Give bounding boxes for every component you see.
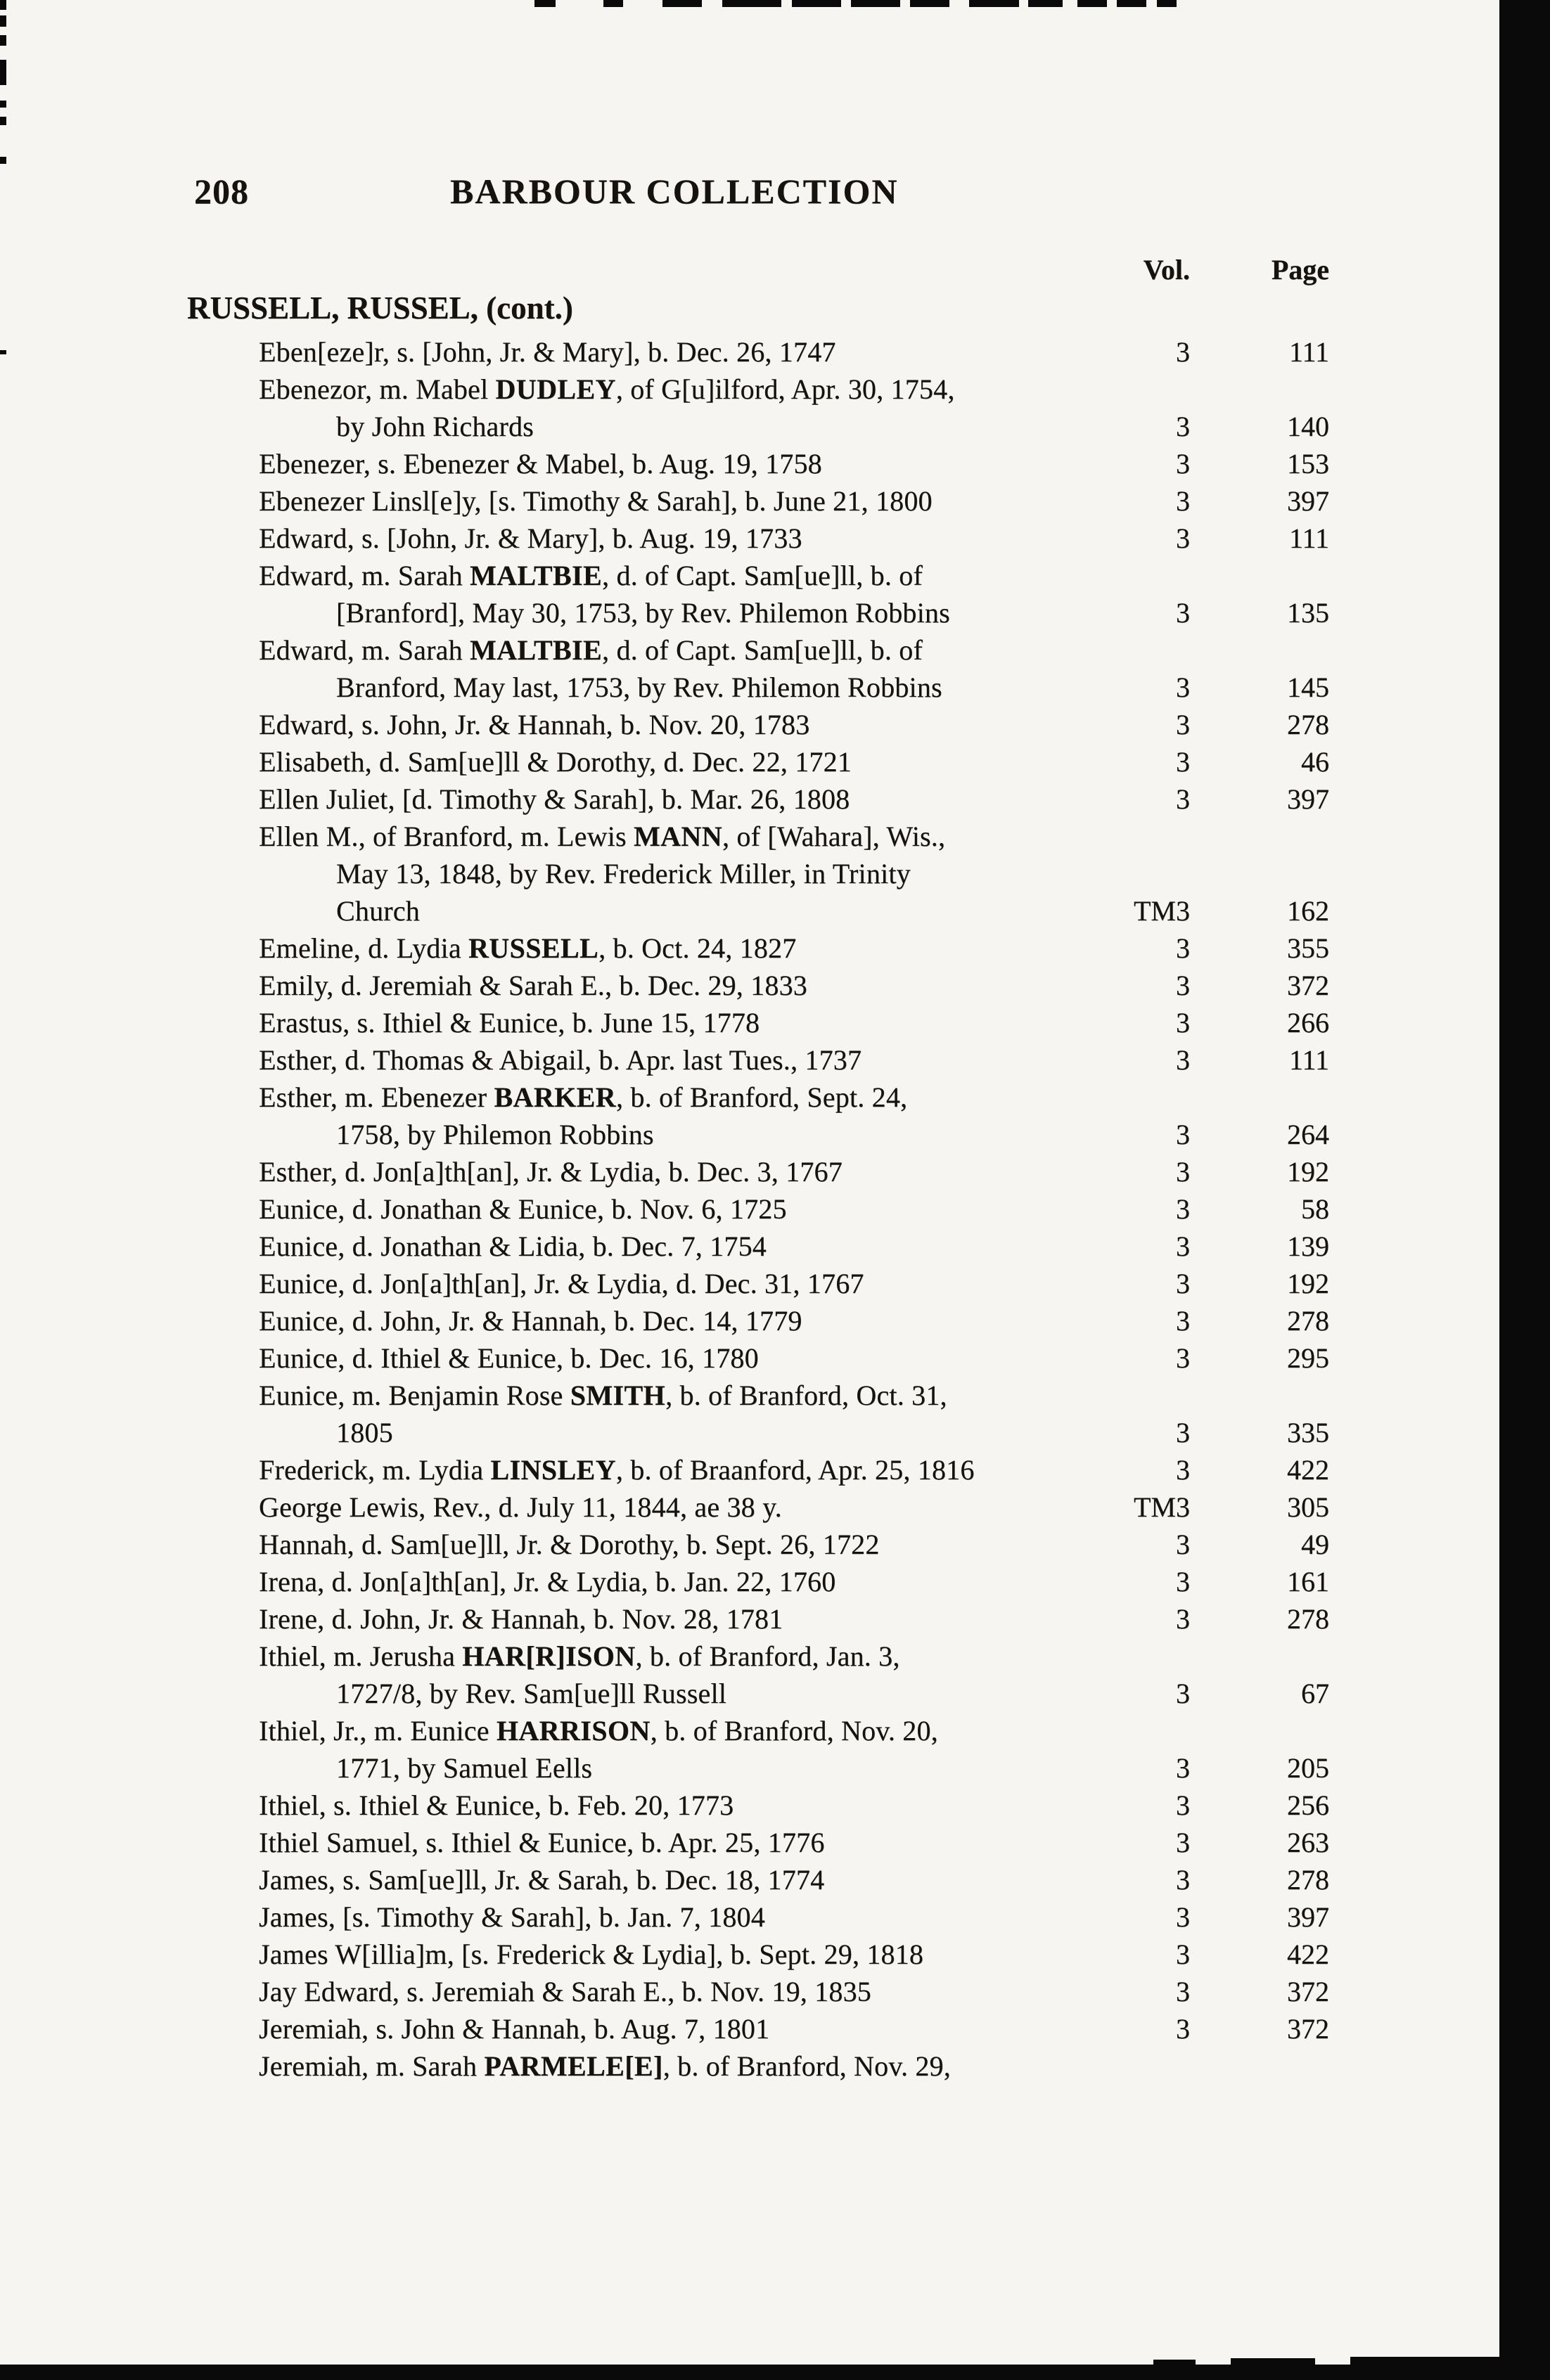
entry-text: Eunice, d. Jonathan & Lidia, b. Dec. 7, 1754 [259, 1230, 767, 1262]
scan-artifact-top-dash [603, 0, 623, 7]
entry-text: Ellen Juliet, [d. Timothy & Sarah], b. Mar. 26, 1808 [259, 783, 850, 815]
column-header-page: Page [1271, 254, 1329, 285]
entry-page: 422 [1287, 1454, 1329, 1486]
scan-artifact-bottom-dash [1350, 2357, 1550, 2365]
entry-text: Esther, d. Jon[a]th[an], Jr. & Lydia, b. Dec. 3, 1767 [259, 1156, 843, 1188]
scan-artifact-top-dash [969, 0, 1019, 7]
scan-artifact-left-tick [0, 157, 6, 164]
entry-vol: 3 [1176, 1789, 1190, 1821]
entry-line [0, 1004, 1550, 1041]
entry-vol: 3 [1176, 783, 1190, 815]
entry-text: Ithiel Samuel, s. Ithiel & Eunice, b. Apr. 25, 1776 [259, 1827, 825, 1858]
page-title: BARBOUR COLLECTION [450, 172, 899, 211]
entry-page: 153 [1287, 448, 1329, 480]
entry-text: [Branford], May 30, 1753, by Rev. Philemon Robbins [336, 597, 950, 629]
entry-text: Ithiel, Jr., m. Eunice HARRISON, b. of Branford, Nov. 20, [259, 1715, 938, 1747]
entry-text: James, s. Sam[ue]ll, Jr. & Sarah, b. Dec. 18, 1774 [259, 1864, 825, 1896]
entry-page: 192 [1287, 1156, 1329, 1188]
entry-text: Eunice, d. Ithiel & Eunice, b. Dec. 16, 1780 [259, 1342, 759, 1374]
entry-text: Edward, s. John, Jr. & Hannah, b. Nov. 20, 1783 [259, 709, 810, 740]
entry-text: by John Richards [336, 411, 534, 442]
scan-artifact-top-dash [851, 0, 900, 7]
entry-text: 1758, by Philemon Robbins [336, 1119, 654, 1150]
entry-vol: 3 [1176, 1827, 1190, 1858]
surname-section-heading: RUSSELL, RUSSEL, (cont.) [187, 290, 573, 326]
entry-text: Branford, May last, 1753, by Rev. Philemon Robbins [336, 671, 942, 703]
entry-text: Eben[eze]r, s. [John, Jr. & Mary], b. Dec. 26, 1747 [259, 336, 836, 368]
entry-vol: 3 [1176, 336, 1190, 368]
entry-page: 372 [1287, 2013, 1329, 2045]
scan-artifact-bottom-dash [1153, 2360, 1196, 2365]
entry-vol: TM3 [1134, 895, 1190, 927]
entry-page: 372 [1287, 1976, 1329, 2007]
entry-text: Ithiel, s. Ithiel & Eunice, b. Feb. 20, 1773 [259, 1789, 734, 1821]
entry-line [0, 1898, 1550, 1936]
entry-page: 162 [1287, 895, 1329, 927]
entry-text: Irena, d. Jon[a]th[an], Jr. & Lydia, b. Jan. 22, 1760 [259, 1566, 836, 1597]
entry-text: George Lewis, Rev., d. July 11, 1844, ae 38 y. [259, 1491, 782, 1523]
entry-page: 67 [1301, 1678, 1329, 1709]
entry-vol: 3 [1176, 1230, 1190, 1262]
entry-page: 111 [1288, 522, 1329, 554]
entry-vol: 3 [1176, 1454, 1190, 1486]
entry-page: 111 [1288, 336, 1329, 368]
entry-line [0, 2047, 1550, 2085]
entry-line [0, 1787, 1550, 1824]
entry-page: 278 [1287, 709, 1329, 740]
entry-page: 161 [1287, 1566, 1329, 1597]
entry-text: Irene, d. John, Jr. & Hannah, b. Nov. 28, 1781 [259, 1603, 783, 1635]
entry-line [0, 1451, 1550, 1488]
entry-line [0, 1563, 1550, 1600]
entry-line [0, 1265, 1550, 1302]
scan-artifact-top-dash [534, 0, 556, 7]
entry-page: 397 [1287, 783, 1329, 815]
entry-vol: 3 [1176, 1119, 1190, 1150]
scan-artifact-top-dash [792, 0, 841, 7]
entry-vol: 3 [1176, 970, 1190, 1001]
entry-page: 145 [1287, 671, 1329, 703]
entry-list [0, 333, 1550, 2085]
entry-page: 422 [1287, 1938, 1329, 1970]
entry-page: 111 [1288, 1044, 1329, 1076]
entry-text: Eunice, d. John, Jr. & Hannah, b. Dec. 14, 1779 [259, 1305, 802, 1337]
entry-line [0, 706, 1550, 743]
entry-text: Ellen M., of Branford, m. Lewis MANN, of [Wahara], Wis., [259, 821, 946, 852]
entry-text: Frederick, m. Lydia LINSLEY, b. of Braanford, Apr. 25, 1816 [259, 1454, 975, 1486]
entry-line [0, 892, 1550, 930]
entry-page: 397 [1287, 1901, 1329, 1933]
entry-vol: 3 [1176, 522, 1190, 554]
scan-artifact-top-dash [722, 0, 781, 7]
entry-text: 1805 [336, 1417, 393, 1448]
entry-line [0, 1749, 1550, 1787]
entry-vol: 3 [1176, 448, 1190, 480]
entry-vol: 3 [1176, 1007, 1190, 1038]
entry-line [0, 1712, 1550, 1749]
entry-line [0, 1116, 1550, 1153]
entry-text: Jay Edward, s. Jeremiah & Sarah E., b. Nov. 19, 1835 [259, 1976, 871, 2007]
scan-artifact-bottom-bar [0, 2365, 1550, 2380]
entry-vol: 3 [1176, 1976, 1190, 2007]
entry-text: Esther, d. Thomas & Abigail, b. Apr. last Tues., 1737 [259, 1044, 862, 1076]
entry-text: Eunice, d. Jon[a]th[an], Jr. & Lydia, d. Dec. 31, 1767 [259, 1268, 864, 1299]
entry-line [0, 1488, 1550, 1526]
entry-vol: 3 [1176, 671, 1190, 703]
entry-vol: 3 [1176, 597, 1190, 629]
entry-line [0, 1339, 1550, 1377]
entry-text: Edward, s. [John, Jr. & Mary], b. Aug. 19, 1733 [259, 522, 802, 554]
entry-page: 266 [1287, 1007, 1329, 1038]
entry-page: 140 [1287, 411, 1329, 442]
entry-vol: 3 [1176, 1864, 1190, 1896]
entry-line [0, 743, 1550, 780]
entry-text: Emeline, d. Lydia RUSSELL, b. Oct. 24, 1827 [259, 932, 797, 964]
entry-vol: 3 [1176, 411, 1190, 442]
entry-text: Ebenezer Linsl[e]y, [s. Timothy & Sarah], b. June 21, 1800 [259, 485, 933, 517]
entry-text: Edward, m. Sarah MALTBIE, d. of Capt. Sam[ue]ll, b. of [259, 634, 923, 666]
entry-line [0, 1824, 1550, 1861]
entry-text: Esther, m. Ebenezer BARKER, b. of Branford, Sept. 24, [259, 1081, 908, 1113]
entry-vol: 3 [1176, 1566, 1190, 1597]
entry-page: 372 [1287, 970, 1329, 1001]
entry-text: Hannah, d. Sam[ue]ll, Jr. & Dorothy, b. Sept. 26, 1722 [259, 1529, 880, 1560]
entry-page: 139 [1287, 1230, 1329, 1262]
entry-text: Church [336, 895, 420, 927]
entry-text: 1727/8, by Rev. Sam[ue]ll Russell [336, 1678, 727, 1709]
entry-text: Eunice, m. Benjamin Rose SMITH, b. of Branford, Oct. 31, [259, 1379, 947, 1411]
entry-text: Elisabeth, d. Sam[ue]ll & Dorothy, d. Dec. 22, 1721 [259, 746, 852, 778]
entry-page: 192 [1287, 1268, 1329, 1299]
entry-page: 335 [1287, 1417, 1329, 1448]
scan-artifact-bottom-dash [1231, 2358, 1315, 2365]
entry-text: James, [s. Timothy & Sarah], b. Jan. 7, 1804 [259, 1901, 765, 1933]
scan-artifact-top-dash [1117, 0, 1146, 7]
entry-vol: 3 [1176, 1752, 1190, 1784]
entry-line [0, 445, 1550, 482]
entry-line [0, 1414, 1550, 1451]
entry-text: Emily, d. Jeremiah & Sarah E., b. Dec. 29, 1833 [259, 970, 807, 1001]
entry-line [0, 1153, 1550, 1190]
scan-artifact-top-dash [1077, 0, 1107, 7]
entry-line [0, 520, 1550, 557]
entry-page: 355 [1287, 932, 1329, 964]
entry-line [0, 1041, 1550, 1079]
entry-line [0, 1190, 1550, 1228]
entry-vol: 3 [1176, 1529, 1190, 1560]
scan-artifact-top-dash [1157, 0, 1177, 7]
entry-vol: 3 [1176, 1603, 1190, 1635]
entry-line [0, 2010, 1550, 2047]
entry-vol: 3 [1176, 932, 1190, 964]
entry-vol: 3 [1176, 1156, 1190, 1188]
column-header-vol: Vol. [1143, 254, 1190, 285]
entry-page: 278 [1287, 1864, 1329, 1896]
entry-line [0, 1675, 1550, 1712]
entry-vol: 3 [1176, 709, 1190, 740]
scan-artifact-top-dash [1028, 0, 1063, 7]
entry-line [0, 408, 1550, 445]
entry-text: Edward, m. Sarah MALTBIE, d. of Capt. Sam[ue]ll, b. of [259, 560, 923, 591]
entry-text: Ebenezer, s. Ebenezer & Mabel, b. Aug. 19, 1758 [259, 448, 822, 480]
entry-line [0, 1377, 1550, 1414]
entry-line [0, 557, 1550, 594]
entry-line [0, 1228, 1550, 1265]
entry-line [0, 1526, 1550, 1563]
entry-vol: 3 [1176, 1901, 1190, 1933]
scan-artifact-left-tick [0, 101, 6, 108]
entry-vol: 3 [1176, 1268, 1190, 1299]
entry-page: 263 [1287, 1827, 1329, 1858]
entry-text: Erastus, s. Ithiel & Eunice, b. June 15, 1778 [259, 1007, 760, 1038]
entry-vol: 3 [1176, 1678, 1190, 1709]
entry-page: 278 [1287, 1603, 1329, 1635]
entry-vol: 3 [1176, 1044, 1190, 1076]
entry-text: Jeremiah, m. Sarah PARMELE[E], b. of Branford, Nov. 29, [259, 2050, 951, 2082]
entry-text: May 13, 1848, by Rev. Frederick Miller, in Trinity [336, 858, 911, 889]
entry-line [0, 1638, 1550, 1675]
page-number: 208 [194, 172, 249, 211]
entry-line [0, 371, 1550, 408]
entry-line [0, 482, 1550, 520]
entry-line [0, 818, 1550, 855]
entry-line [0, 930, 1550, 967]
entry-line [0, 669, 1550, 706]
scan-artifact-top-dash [910, 0, 949, 7]
entry-vol: 3 [1176, 746, 1190, 778]
entry-vol: 3 [1176, 485, 1190, 517]
entry-vol: 3 [1176, 1342, 1190, 1374]
entry-line [0, 1600, 1550, 1638]
entry-vol: 3 [1176, 1938, 1190, 1970]
scan-artifact-left-tick [0, 0, 6, 10]
entry-page: 305 [1287, 1491, 1329, 1523]
entry-line [0, 1302, 1550, 1339]
entry-line [0, 631, 1550, 669]
entry-vol: 3 [1176, 2013, 1190, 2045]
entry-text: Eunice, d. Jonathan & Eunice, b. Nov. 6, 1725 [259, 1193, 787, 1225]
entry-line [0, 594, 1550, 631]
entry-page: 58 [1301, 1193, 1329, 1225]
entry-line [0, 1936, 1550, 1973]
entry-page: 49 [1301, 1529, 1329, 1560]
entry-vol: 3 [1176, 1305, 1190, 1337]
entry-line [0, 855, 1550, 892]
entry-text: James W[illia]m, [s. Frederick & Lydia], b. Sept. 29, 1818 [259, 1938, 924, 1970]
scan-artifact-left-tick [0, 60, 6, 85]
entry-line [0, 1973, 1550, 2010]
entry-page: 256 [1287, 1789, 1329, 1821]
entry-page: 264 [1287, 1119, 1329, 1150]
entry-text: Jeremiah, s. John & Hannah, b. Aug. 7, 1801 [259, 2013, 770, 2045]
scan-artifact-top-dash [662, 0, 702, 7]
entry-line [0, 780, 1550, 818]
entry-page: 135 [1287, 597, 1329, 629]
scan-artifact-left-tick [0, 117, 6, 125]
entry-line [0, 1079, 1550, 1116]
scan-artifact-left-tick [0, 15, 6, 27]
entry-page: 278 [1287, 1305, 1329, 1337]
entry-line [0, 1861, 1550, 1898]
entry-vol: 3 [1176, 1417, 1190, 1448]
entry-text: Ebenezor, m. Mabel DUDLEY, of G[u]ilford, Apr. 30, 1754, [259, 373, 955, 405]
entry-page: 46 [1301, 746, 1329, 778]
entry-text: 1771, by Samuel Eells [336, 1752, 593, 1784]
entry-line [0, 333, 1550, 371]
entry-line [0, 967, 1550, 1004]
entry-page: 205 [1287, 1752, 1329, 1784]
scan-artifact-left-tick [0, 35, 6, 46]
entry-page: 295 [1287, 1342, 1329, 1374]
entry-text: Ithiel, m. Jerusha HAR[R]ISON, b. of Branford, Jan. 3, [259, 1640, 900, 1672]
entry-vol: 3 [1176, 1193, 1190, 1225]
entry-page: 397 [1287, 485, 1329, 517]
entry-vol: TM3 [1134, 1491, 1190, 1523]
